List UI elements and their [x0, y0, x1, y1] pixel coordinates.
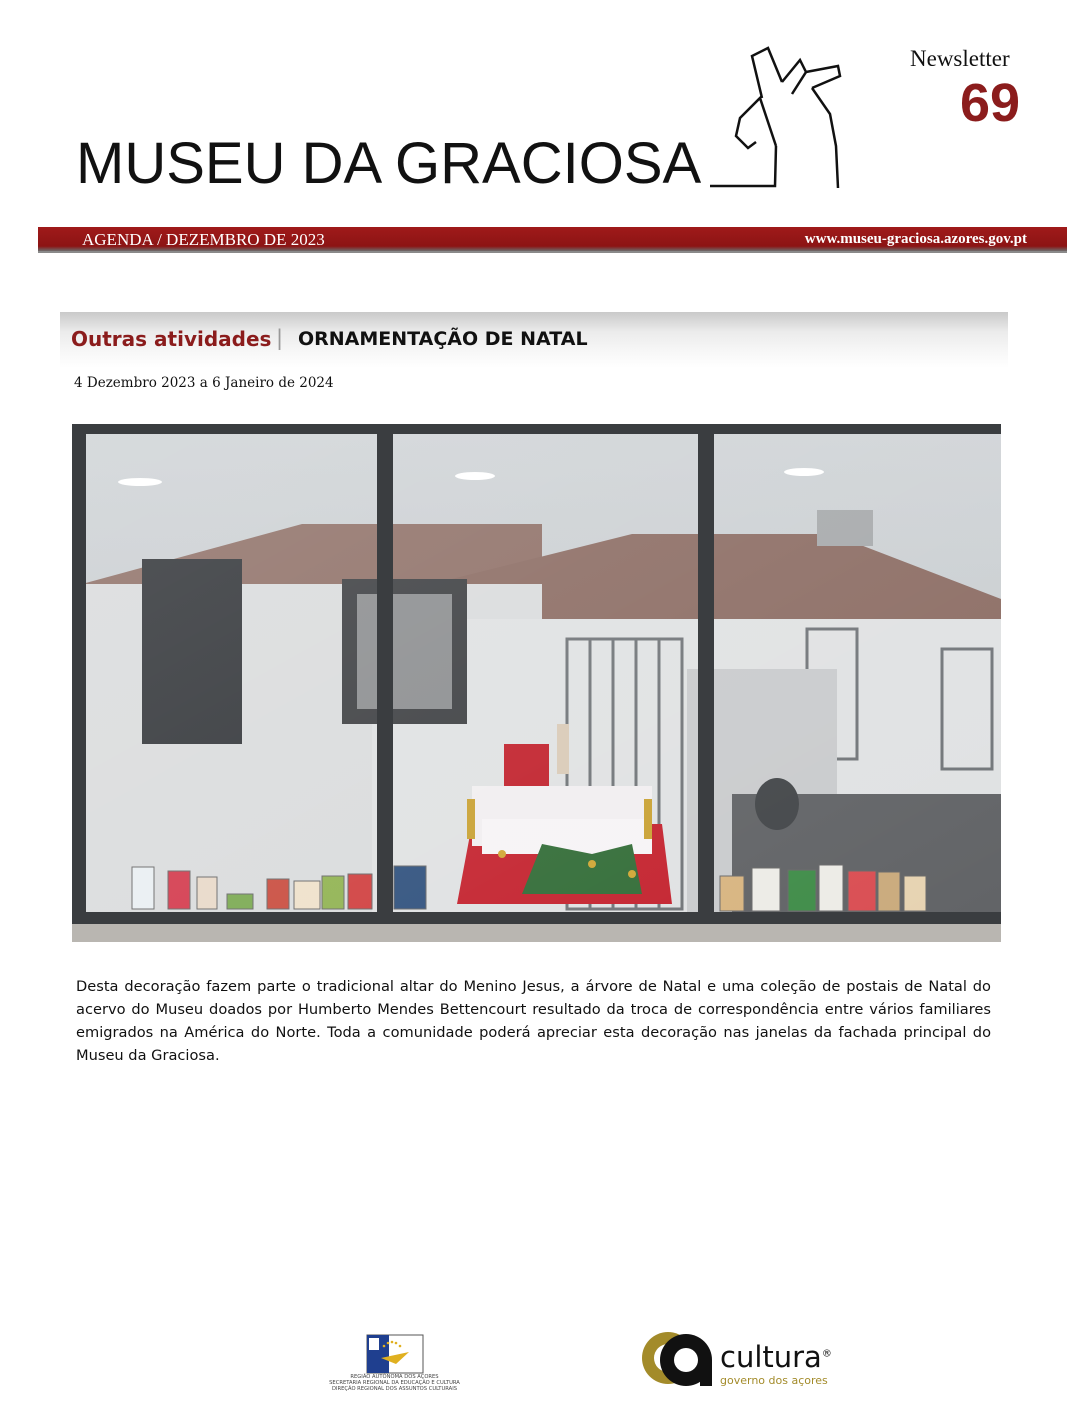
section-separator: | — [276, 326, 284, 350]
website-link[interactable]: www.museu-graciosa.azores.gov.pt — [804, 231, 1027, 247]
christmas-window-photo — [72, 424, 1001, 942]
azores-government-logo — [322, 1334, 467, 1393]
newsletter-number: 69 — [960, 73, 1021, 133]
section-category: Outras atividades — [71, 327, 272, 351]
agenda-band — [38, 227, 1067, 253]
cultura-wordmark — [720, 1340, 832, 1374]
gov-line-2: SECRETARIA REGIONAL DA EDUCAÇÃO E CULTURA — [329, 1380, 460, 1387]
section-header — [60, 312, 1008, 368]
event-date-range: 4 Dezembro 2023 a 6 Janeiro de 2024 — [74, 375, 334, 391]
cultura-word: cultura — [720, 1340, 822, 1374]
windmill-outline-icon — [700, 36, 870, 196]
section-title: ORNAMENTAÇÃO DE NATAL — [298, 328, 588, 350]
museum-title: MUSEU DA GRACIOSA — [76, 131, 702, 196]
article-body: Desta decoração fazem parte o tradicional altar do Menino Jesus, a árvore de Natal e uma coleção de postais de Natal do acervo do Museu doados por Humberto Mendes Bettencourt resultado da troca de correspondência entre vários familiares emigrados na América do Norte. Toda a comunidade poderá apreciar esta decoração nas janelas da fachada principal do Museu da Graciosa. — [76, 978, 991, 1064]
gov-line-3: DIREÇÃO REGIONAL DOS ASSUNTOS CULTURAIS — [331, 1386, 458, 1393]
cultura-subtitle: governo dos açores — [720, 1374, 828, 1387]
newsletter-label: Newsletter — [910, 46, 1010, 71]
agenda-date-label: AGENDA / DEZEMBRO DE 2023 — [82, 230, 325, 249]
cultura-mark-icon — [640, 1330, 720, 1390]
azores-flag-icon — [366, 1334, 424, 1374]
registered-mark: ® — [821, 1348, 832, 1360]
gov-line-1: REGIÃO AUTÓNOMA DOS AÇORES — [350, 1374, 439, 1380]
